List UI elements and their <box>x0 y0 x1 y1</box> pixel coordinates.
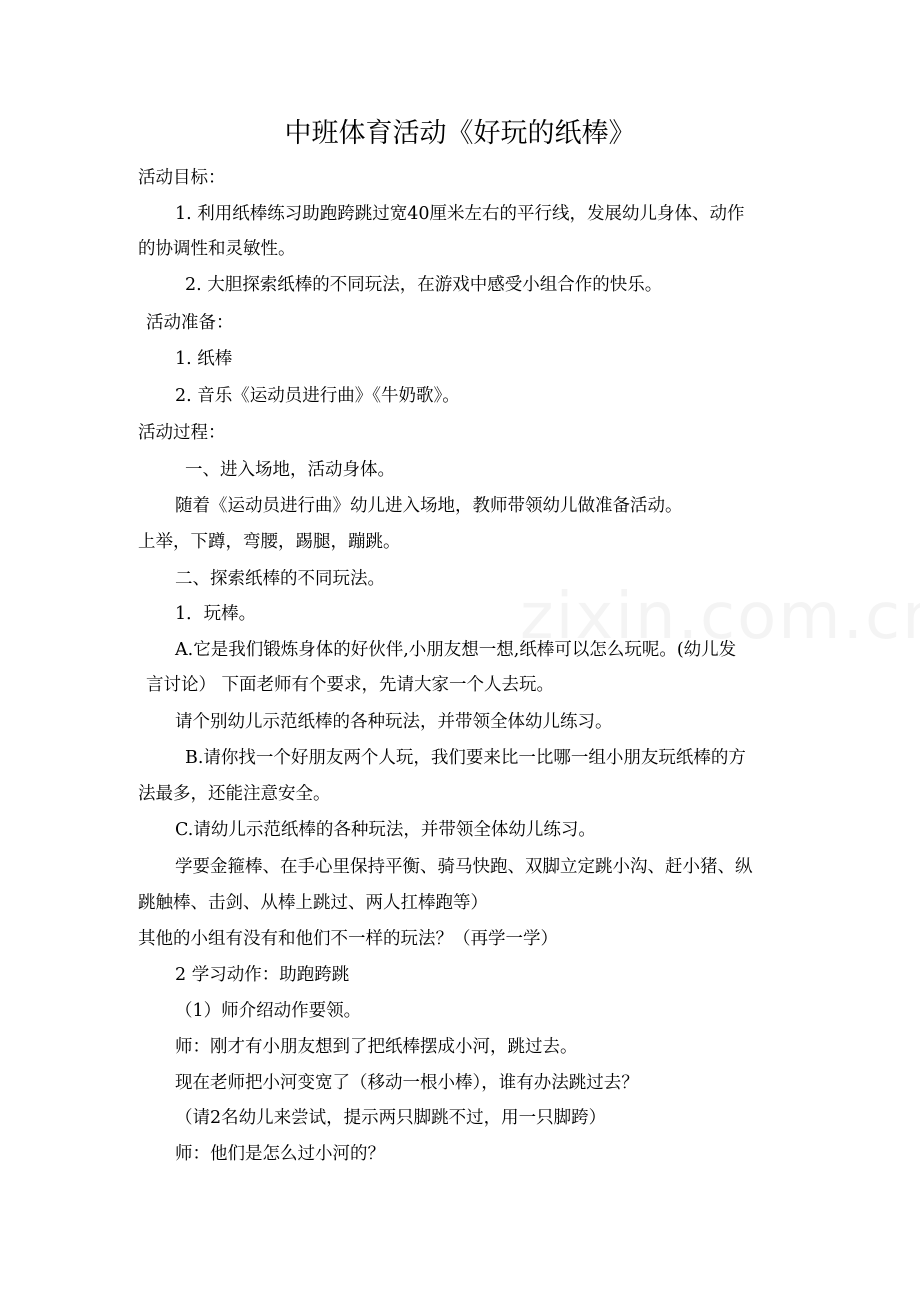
goal-1-line-2: 的协调性和灵敏性。 <box>138 239 296 259</box>
paragraph-line: 2 学习动作：助跑跨跳 <box>175 965 350 985</box>
section-heading-preparation: 活动准备： <box>146 313 234 333</box>
paragraph-line: 1．玩棒。 <box>175 604 257 624</box>
paragraph-line: 跳触棒、击剑、从棒上跳过、两人扛棒跑等） <box>138 893 488 913</box>
document-title: 中班体育活动《好玩的纸棒》 <box>284 118 636 149</box>
paragraph-line: （请2名幼儿来尝试，提示两只脚跳不过，用一只脚跨） <box>175 1108 607 1128</box>
section-heading-process: 活动过程： <box>138 423 226 443</box>
process-step-1: 一、进入场地，活动身体。 <box>185 460 395 480</box>
paragraph-line: C.请幼儿示范纸棒的各种玩法，并带领全体幼儿练习。 <box>175 820 596 840</box>
section-heading-goals: 活动目标： <box>138 168 226 188</box>
process-step-2: 二、探索纸棒的不同玩法。 <box>175 569 385 589</box>
paragraph-line: 其他的小组有没有和他们不一样的玩法？（再学一学） <box>138 929 558 949</box>
paragraph-line: （1）师介绍动作要领。 <box>175 1001 362 1021</box>
goal-1-line-1: 1. 利用纸棒练习助跑跨跳过宽40厘米左右的平行线，发展幼儿身体、动作 <box>175 204 745 224</box>
paragraph-line: 师：刚才有小朋友想到了把纸棒摆成小河，跳过去。 <box>175 1037 578 1057</box>
paragraph-line: 学要金箍棒、在手心里保持平衡、骑马快跑、双脚立定跳小沟、赶小猪、纵 <box>175 857 753 877</box>
preparation-1: 1. 纸棒 <box>175 349 233 369</box>
preparation-2: 2. 音乐《运动员进行曲》《牛奶歌》。 <box>175 386 460 406</box>
paragraph-line: B.请你找一个好朋友两个人玩，我们要来比一比哪一组小朋友玩纸棒的方 <box>185 748 746 768</box>
paragraph-line: 言讨论） 下面老师有个要求，先请大家一个人去玩。 <box>146 675 555 695</box>
paragraph-line: A.它是我们锻炼身体的好伙伴,小朋友想一想,纸棒可以怎么玩呢。(幼儿发 <box>175 640 737 660</box>
paragraph-line: 法最多，还能注意安全。 <box>138 784 331 804</box>
paragraph-line: 上举，下蹲，弯腰，踢腿，蹦跳。 <box>138 532 401 552</box>
paragraph-line: 随着《运动员进行曲》幼儿进入场地，教师带领幼儿做准备活动。 <box>175 496 683 516</box>
paragraph-line: 请个别幼儿示范纸棒的各种玩法，并带领全体幼儿练习。 <box>175 712 613 732</box>
paragraph-line: 师：他们是怎么过小河的？ <box>175 1144 385 1164</box>
goal-2: 2. 大胆探索纸棒的不同玩法，在游戏中感受小组合作的快乐。 <box>185 275 663 295</box>
paragraph-line: 现在老师把小河变宽了（移动一根小棒），谁有办法跳过去？ <box>175 1073 639 1093</box>
